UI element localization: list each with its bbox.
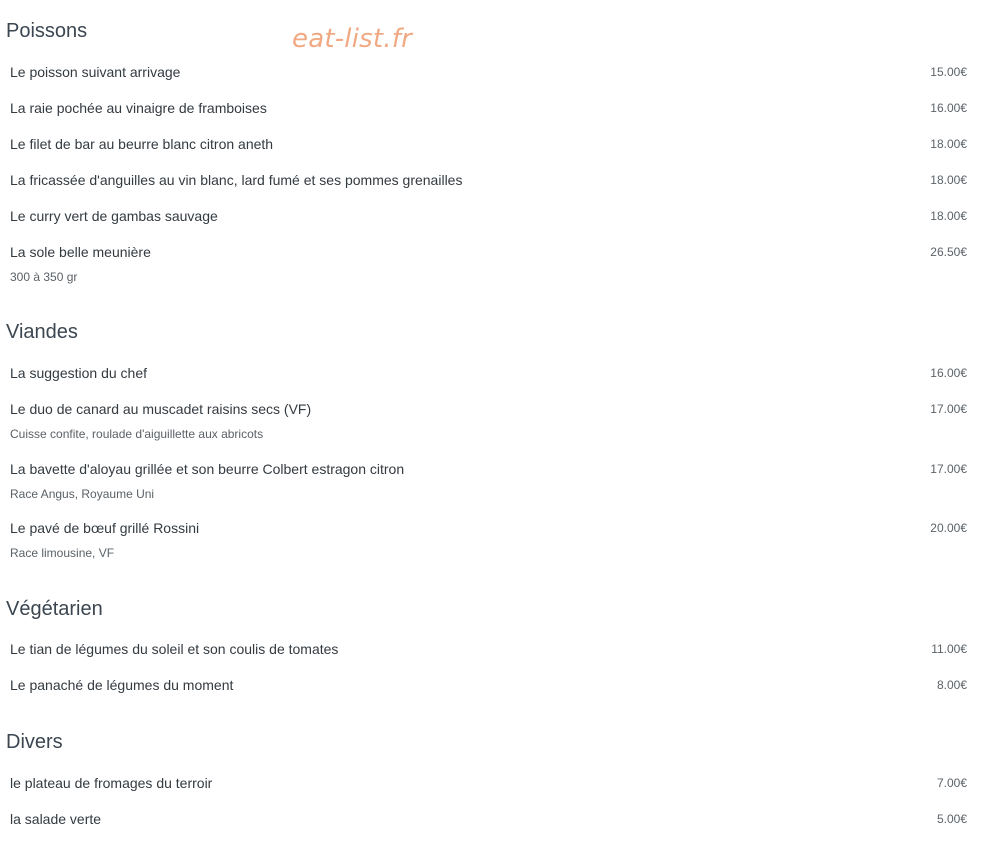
section-title: Végétarien [6,598,103,620]
item-name: Le curry vert de gambas sauvage [10,208,218,224]
item-description: Cuisse confite, roulade d'aiguillette aux abricots [10,427,264,441]
item-name: la salade verte [10,811,102,827]
item-name: Le filet de bar au beurre blanc citron aneth [10,136,274,152]
item-name: Le duo de canard au muscadet raisins secs (VF) [10,401,312,417]
item-description: Race limousine, VF [10,546,115,560]
item-price: 5.00€ [936,812,967,826]
item-price: 7.00€ [936,776,967,790]
item-name: Le panaché de légumes du moment [10,677,234,693]
item-name: La fricassée d'anguilles au vin blanc, lard fumé et ses pommes grenailles [10,172,463,188]
item-description: 300 à 350 gr [10,270,78,284]
item-price: 11.00€ [931,642,967,656]
item-name: le plateau de fromages du terroir [10,775,213,791]
item-price: 15.00€ [930,65,967,79]
item-name: Le tian de légumes du soleil et son coulis de tomates [10,641,339,657]
item-price: 18.00€ [930,137,967,151]
item-price: 17.00€ [930,462,967,476]
section-title: Divers [6,731,63,753]
item-price: 8.00€ [936,678,967,692]
item-description: Race Angus, Royaume Uni [10,487,155,501]
section-title: Poissons [6,20,88,42]
item-name: Le poisson suivant arrivage [10,64,181,80]
item-price: 17.00€ [930,402,967,416]
item-name: La sole belle meunière [10,244,151,260]
item-price: 26.50€ [930,245,967,259]
item-price: 18.00€ [930,209,967,223]
item-price: 16.00€ [930,101,967,115]
section-title: Viandes [6,321,78,343]
watermark-logo: eat-list.fr [292,24,412,54]
item-price: 18.00€ [930,173,967,187]
item-name: La raie pochée au vinaigre de framboises [10,100,267,116]
item-price: 16.00€ [930,366,967,380]
item-name: La bavette d'aloyau grillée et son beurre Colbert estragon citron [10,461,405,477]
item-price: 20.00€ [930,521,967,535]
item-name: La suggestion du chef [10,365,147,381]
item-name: Le pavé de bœuf grillé Rossini [10,520,200,536]
